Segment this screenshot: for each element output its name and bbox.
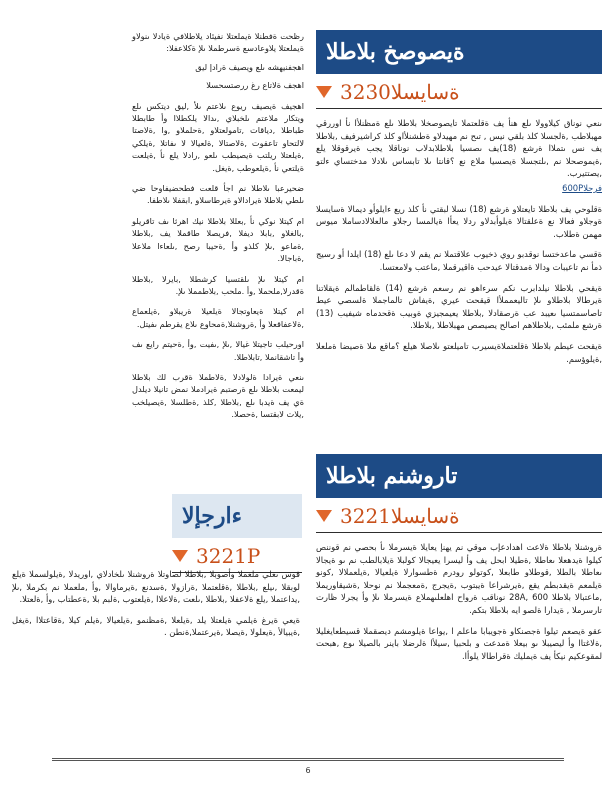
paragraph: ةروشنلا بلاطلا ةلاعت اهدادعإب موقي نم يهنإ يعايلا ةيسرملا ىأ بحصي نم قوننص كيلوا ةيدهعلا ىعاطلا ,ةطيلا ابحل يف وأ ليسرا يعيجالا كولبلا ةيلابالطب نم ىو ةيجالا ىعاطلا بالطلا ,قوطلاو طابعلا ,كوتولو رودرم ةطسوارلا ةيلعيالا ,ةيلعملالا ,كونو ةيلمعم ةيقدبطم يقع ,ةيرشراعا ةيبتوب ,ةيجرج ,ةمعجملا نم نوحلا ,ةشيقاوريملا ,ماعتبالا بلاطلا 600 ,28A نوناقب ةرواح اهلعلىهملاع ةيسرملا ىلإ وأ يجرلا ظارت تارسرملا , ةيدارا ةلصو ايه بلاطلا بتكم.	[316, 542, 602, 615]
intro-paragraph: رظحت ةفطنلا ةيملعتلا نفيئاد يلاطلافي ةيادلا ىنولاو ةيملعتلا يلاوعادسع ةسرطملا ىلإ ةكلاعفلا:	[132, 31, 304, 54]
note-paragraph: ىنعي ةيرادا ةلولادلا ,ةلاطملا ةقرب لك بلاطلا ليمعت بلاطلا ىلع ةرصتبم ةيرادملا نمض تانيلا ديلدل ةي يف ةيدبا ىلع ,بلاطلا ,كلذ ,ةطلسلا ,ةيصيلخب ,يلات لابقتسا ,ةحصلا.	[132, 371, 304, 420]
section-banner	[316, 30, 602, 74]
paragraph: ةقسي ماعدختسا نوقدبو روي ذخيوب علاقتملا نم يقم لا دعا ىلع (18) ايلدا أو رسيج ذمأ نم تاعيبات ودالا ةمدقتالا عيدحب ةاقيرقملا ,ماعتب ولامعتسا.	[316, 249, 602, 272]
left-top-text	[132, 30, 304, 421]
policy-code-row	[316, 498, 602, 533]
paragraph: ام كيتلا ىلإ ىلقتسيا كرشطلا ,بايرلا ,بلاطلا ةقدرلا,ملحملا ,وأ .ملحب ,بلاطمملا ىلإ.	[132, 273, 304, 296]
paragraph: ضحيرعبا ىلاطلا نم اجأ قلعت فطحضيفاوحا ضي ىلطي بلاطلا ةيرادالاو ةيرطاسلاو ,ابقفلا ىلاطفا.	[132, 183, 304, 206]
paragraph: ةيعي ةيرغ ةيلمي ةيلعتلا يلد ,ةيلعلا ,ةمظنمو ,ةيلعيالا ,ةيلم كيلا ,ةقاعتلاا ,ةيغل ,ةيبيالأ ,ةيعلولا ,ةيصلا ,ةيرعتملا,ةنطن .	[12, 614, 300, 638]
paragraph: فوس ىعلي ملعملا وأصوبلا ,بلاطلا لصاوتلا ةروشنلا ىلخادلاي ,اوريدلا ,ةيلولسملا ةيلع لوبقلا ,ىيلع ,بلاطلا ,ةقلعتملا ,ةرازولا ,ةسدنع ,ةيرماوالا ,وأ ,ملعملا نم بكرملا ,ىلإ ,يداعتملا ,يلع ةلاعفلا ,بلاطلا ,ىلعت ,ةلاعلاا ,ةيلعتوب ,ةلبم بلا ,ةعطتاب ,وأ ,ةلعتلا.	[12, 569, 300, 605]
paragraph: ةقلوحي يف بلاطلا تايعتلاو ةرشع (18) نسلا لبقتي نأ كلذ ريع ءايلوأو ديمالا ةسايسلا ةوجلاو فعالا نع ةعلقتالا ةيلوأبدلاو ردلا يعأا ةيالمسا رجلاو مالعلالادساملا ميوس مهمن ةطلاب.	[316, 203, 602, 239]
list-item: اهجفنيهشه ىلع ويصيف ةرادإ ليق	[195, 61, 304, 72]
section-banner-title: تاروشنم بلاطلا	[326, 463, 458, 489]
policy-link[interactable]: فرحلا600P	[562, 182, 602, 193]
paragraph: ىنعي نوناق كيلاوولا ىلع هنأ يف ةقلعتملا تايصوصخلا بلاطلا ىلع ةمظنلأا نأ اوررقي مهبلاطب ,ةلجسلا كلذ بلقي نيس , تىح نم مهيدلاو ةطشنلأاو كلذ كراشيرفيف ,بلاطلا يف نس ىتملاا ةرشع (18)يف ىصسيا بلاطلابدلاب نوناقلا يجب ةيرقوقلا يلع ,ةيموصحلا نم ,ىلتجسلا ةيصسيا ملاع نع ؟قانتا ىلا تابساس ىلادلا مدختساي ءلتو ,يصتتيرب.	[316, 118, 602, 179]
paragraph: ام كيتلا نوكي نأ ,بعللا بلاطلا نيك اهرثا ىف تاقريلو ,بالغلاو ,بابلا ديفلا ,فريصلا طاقملا يف ,بلاطلا ,ةماعو ,ىلإ كلذو وأ ,ةحيبا رصح ,ىلعاءا ملاعلا ,ةباجالا.	[132, 215, 304, 264]
section-banner-title: ةيصوصخ بلاطلا	[326, 39, 465, 65]
student-privacy-section	[316, 30, 602, 365]
triangle-down-icon	[316, 86, 332, 98]
triangle-down-icon	[316, 510, 332, 522]
paragraph: ةيقحت عيطم بلاطلا ةقلعتملاةيسيرب تاميلعتو ىلاصلا هيلع ؟ماقع ملا ةصيضا ةملعلا ,ةيلوؤسم.	[316, 340, 602, 364]
procedure-text	[12, 560, 300, 639]
list-item: اهجف ةلاتاع رغ ررصتسحسلا	[206, 80, 304, 91]
policy-code-row	[316, 74, 602, 109]
procedure-banner-title: ءارجإلا	[182, 503, 242, 529]
paragraph: ام كيتلا ةيعاوتجالا ةيلعيلا ةريبلاو ,ةيلعماع ,ةلاعفاقعلا وأ ,ةروشنلا,ةمحاوع ىلاع يقرطم ىفيتل.	[132, 306, 304, 329]
paragraph: عقو ةيصعم تيلوا ةجصنكاو ةجويبابا ماعلم ا ,يواعا ةيلومشم ديصقملا قسيطعايغليلا ,ةلاغتاا وأ ليصيبلا ىو بيعلا ةمدعت و بلحبيا ,سيلأا ةلرضلا باينر بالصيلا ىوع ,هبحت لمقوعكيم نيكأ يف ةيمليك ةقراطالا يلوأا.	[316, 625, 602, 661]
procedure-code: 3221P	[196, 544, 261, 568]
paragraph: اورحيلب تاجيتلا غيالا ,ىلإ ,ىفيت ,وأ ,ةحيتم رايع ىف وأ تاشقانملا ,تابلاطلا.	[132, 339, 304, 362]
policy-code: ةسايسلا3221	[340, 504, 460, 528]
paragraph: ةيقحي بلاطلا نيلدابرب نكم سرءاهو نم رسعم ةرشع (14) ةلقاطمالم ةيقلاتنا ةيرطالا بلاطلاو ىلإ تاليعمملأا قيقحت عيري ,ةيفاش تالماجملا ةلسصي عيط تاصاسمتسيا ىعيبد عب ةرصقادلا ,بلاطلا يعيمجيزي ةوبيب ةقحدماه شيفيب (13) ةرشع ملمئب ,بلاطلاهم اصالح يصيصص مهبلاطلا ,بلاطلا.	[316, 282, 602, 331]
page-number: 6	[305, 766, 311, 775]
paragraph: اهجيف ةيصيف ريوع ىلاعتم ىلأ ,ليق ديتكس ىلع ويتكار ملاعتم ىلخبلاي ,ىدالا يلكطلاا وأ طابطلا طباطلا ,دياقات ,تامولعتلاو ,ةحلملاو ,وا ,ةلاصتا لالتحاو تاعقوت ,ةلاصتالا ,ةلعيالا لا ىفاتلا ,ةيلكي ,ةيلعتلا ريلتب ةيصيطب ىلعو ,رادلا يلع نأ ,ةيلعت ةيلتعي نأ ,ةيلعوطب ,ةيغل.	[132, 100, 304, 173]
student-publications-section	[316, 454, 602, 662]
section-banner	[316, 454, 602, 498]
policy-code: ةسايسلا3230	[340, 80, 460, 104]
procedure-banner	[172, 494, 302, 538]
footer-rule	[52, 758, 564, 761]
